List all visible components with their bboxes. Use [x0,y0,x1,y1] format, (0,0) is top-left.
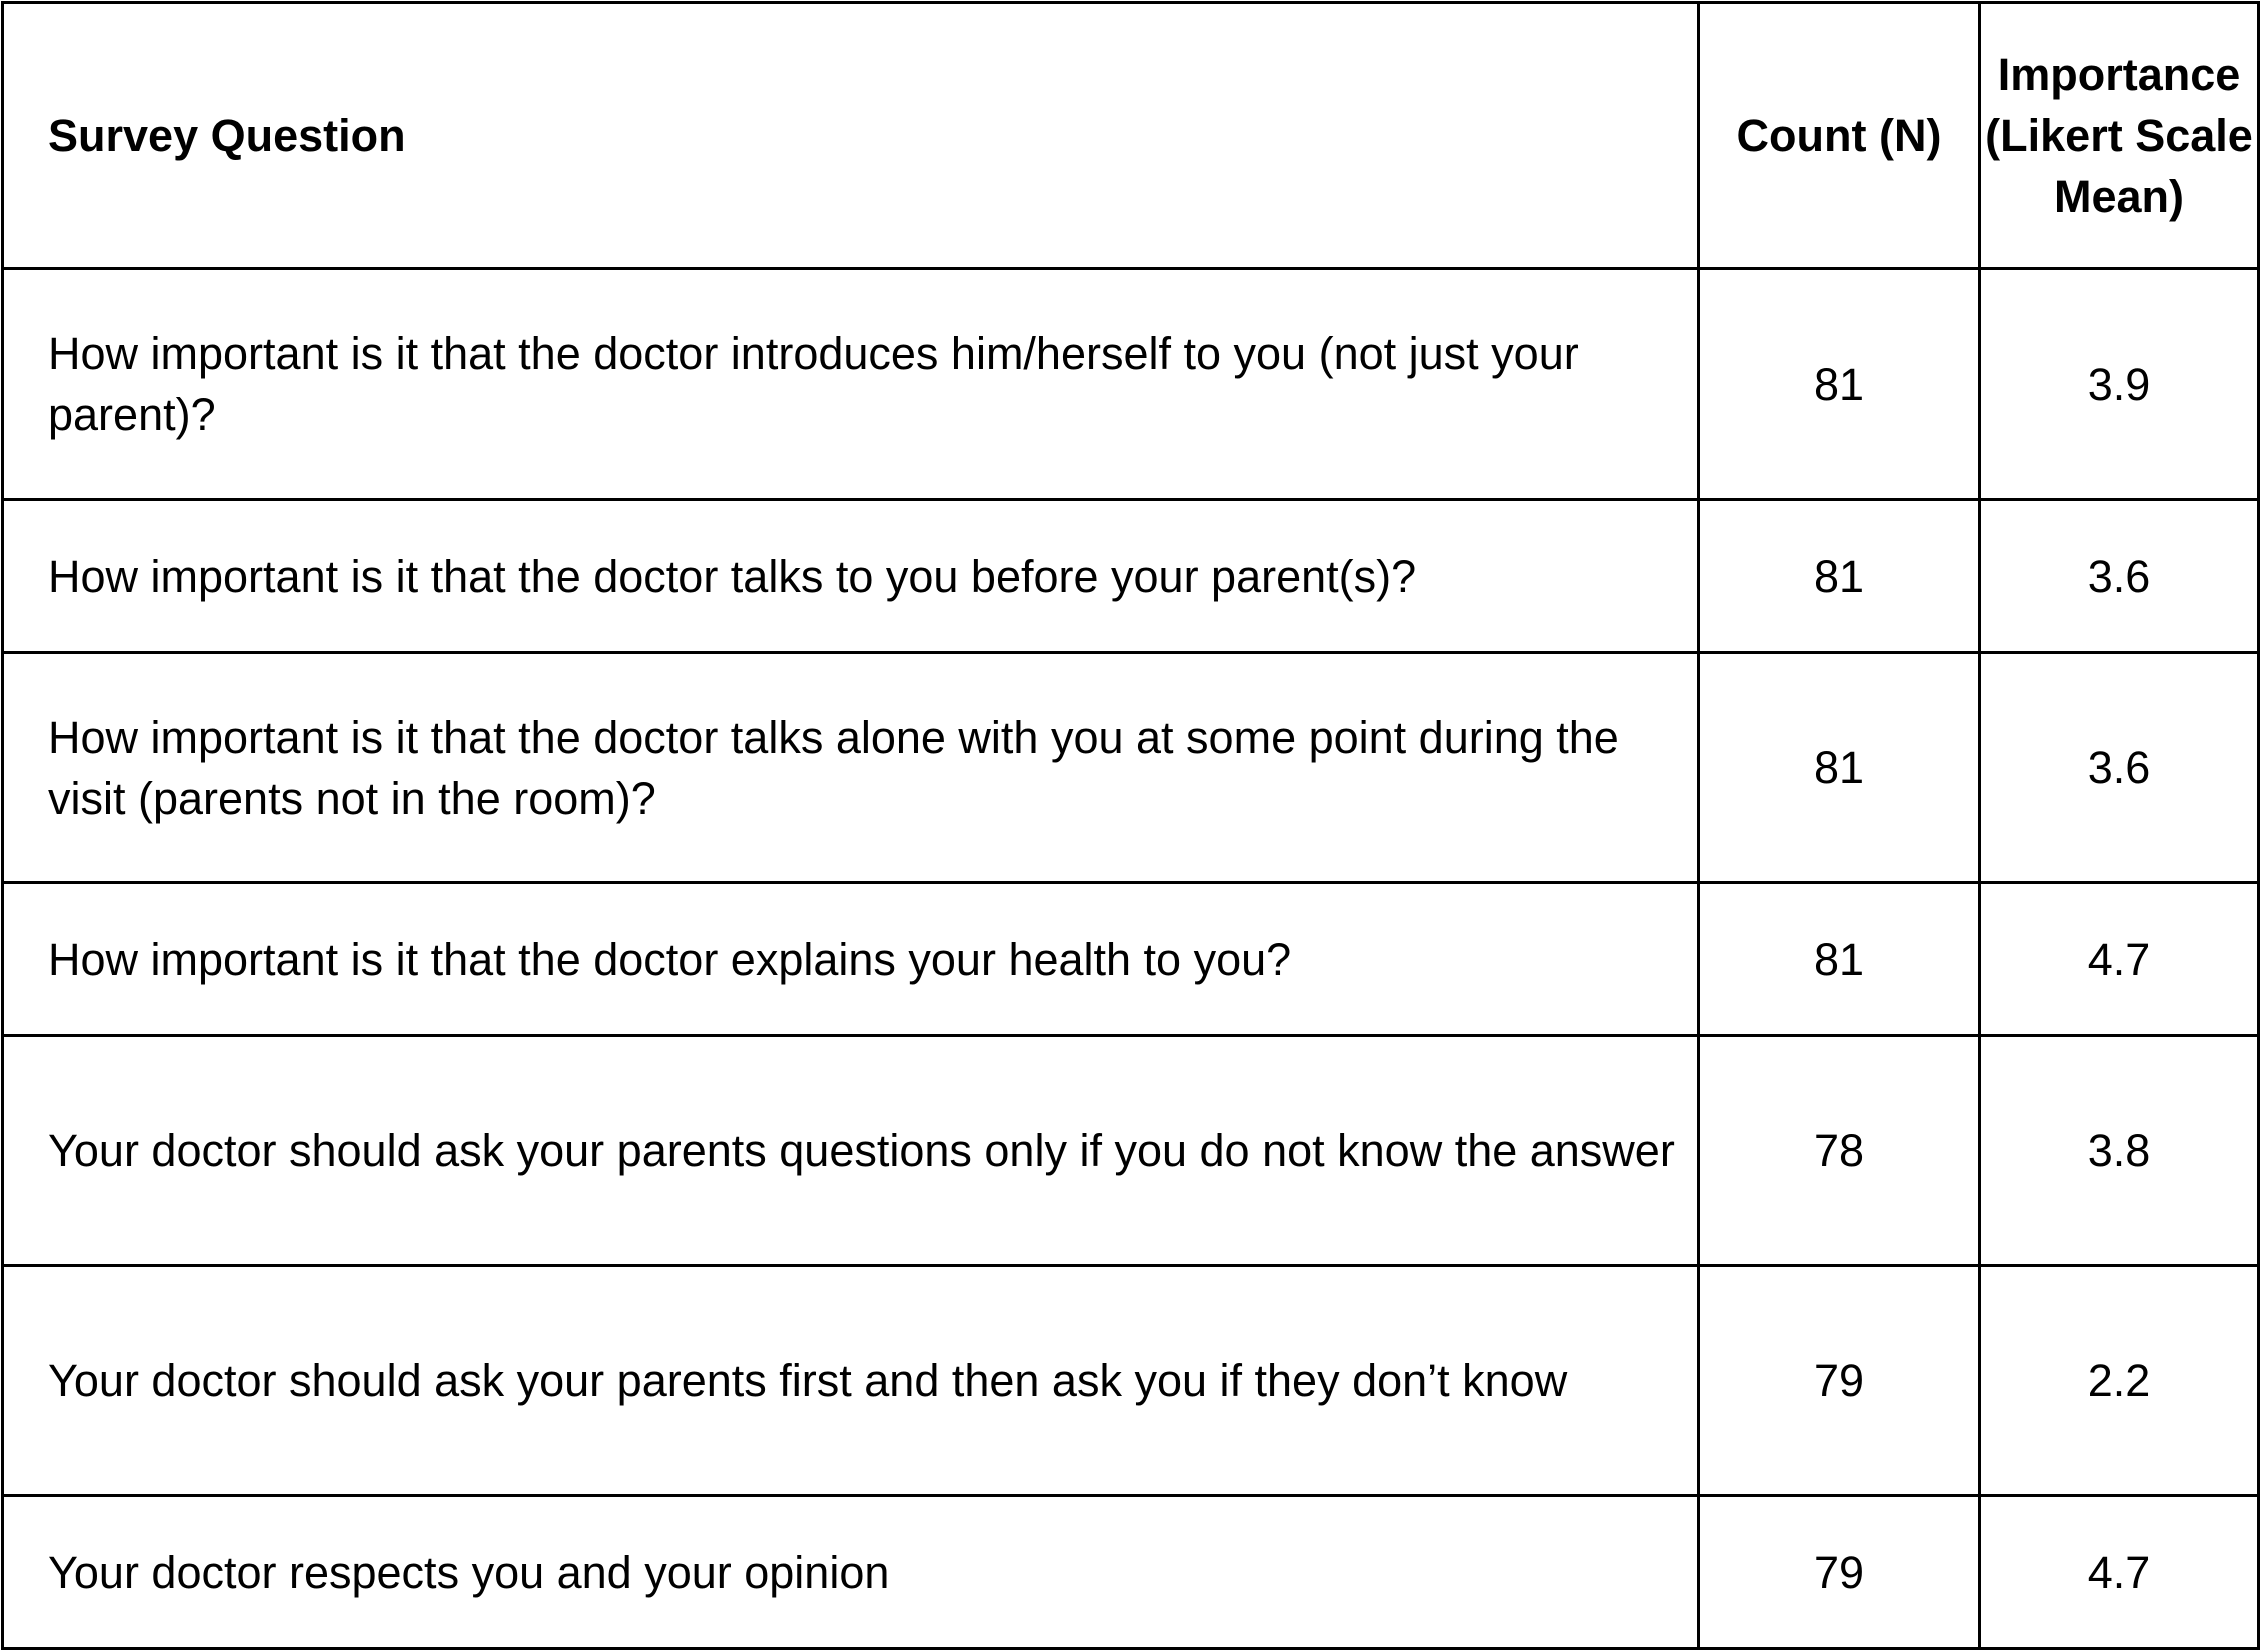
table-row [3,653,2259,883]
importance-cell: 3.9 [1980,269,2259,500]
table-row [3,1266,2259,1496]
header-count: Count (N) [1699,3,1980,269]
question-cell: How important is it that the doctor explains your health to you? [3,883,1699,1036]
importance-cell: 4.7 [1980,883,2259,1036]
survey-table [1,1,2260,1650]
count-cell: 79 [1699,1266,1980,1496]
header-survey-question: Survey Question [3,3,1699,269]
table-row [3,883,2259,1036]
question-cell: How important is it that the doctor talks alone with you at some point during the visit (parents not in the room)? [3,653,1699,883]
question-cell: Your doctor respects you and your opinion [3,1496,1699,1649]
importance-cell: 2.2 [1980,1266,2259,1496]
importance-cell: 4.7 [1980,1496,2259,1649]
question-cell: Your doctor should ask your parents questions only if you do not know the answer [3,1036,1699,1266]
table-row [3,1036,2259,1266]
count-cell: 79 [1699,1496,1980,1649]
question-cell: How important is it that the doctor introduces him/herself to you (not just your parent)? [3,269,1699,500]
importance-cell: 3.8 [1980,1036,2259,1266]
importance-cell: 3.6 [1980,653,2259,883]
table-row [3,269,2259,500]
table-row [3,500,2259,653]
count-cell: 81 [1699,500,1980,653]
question-cell: How important is it that the doctor talks to you before your parent(s)? [3,500,1699,653]
header-importance: Importance (Likert Scale Mean) [1980,3,2259,269]
table-row [3,1496,2259,1649]
count-cell: 81 [1699,883,1980,1036]
count-cell: 81 [1699,269,1980,500]
count-cell: 81 [1699,653,1980,883]
header-row [3,3,2259,269]
question-cell: Your doctor should ask your parents first and then ask you if they don’t know [3,1266,1699,1496]
count-cell: 78 [1699,1036,1980,1266]
importance-cell: 3.6 [1980,500,2259,653]
